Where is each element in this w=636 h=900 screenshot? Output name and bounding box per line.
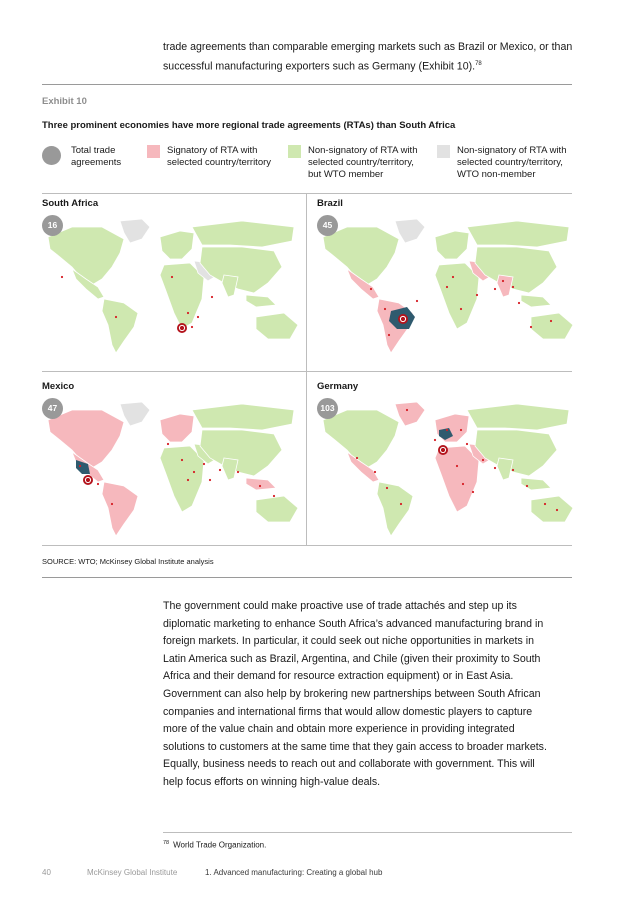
footer-chapter: 1. Advanced manufacturing: Creating a global hub [205, 868, 383, 877]
region-asia [200, 430, 282, 476]
region-india [222, 275, 238, 297]
selected-country-marker [177, 323, 187, 333]
panel-title-brazil: Brazil [317, 198, 343, 209]
exhibit-title: Three prominent economies have more regional trade agreements (RTAs) than South Africa [42, 120, 456, 131]
panel-brazil [317, 198, 577, 363]
small-territory-dot [406, 409, 408, 411]
small-territory-dot [167, 443, 169, 445]
footnote-text: World Trade Organization. [173, 840, 267, 850]
small-territory-dot [237, 471, 239, 473]
region-europe [435, 231, 469, 259]
legend-swatch-non-signatory-wto [288, 145, 301, 158]
world-map-south-africa [42, 217, 307, 357]
region-russia [467, 221, 569, 247]
small-territory-dot [356, 457, 358, 459]
region-southAmerica [377, 482, 413, 536]
small-territory-dot [472, 491, 474, 493]
region-southAmerica [102, 482, 138, 536]
small-territory-dot [476, 294, 478, 296]
intro-text: trade agreements than comparable emerging markets such as Brazil or Mexico, or than successful manufacturing exporters such as Germany (Exhibit 10). [163, 41, 573, 73]
small-territory-dot [512, 469, 514, 471]
small-territory-dot [416, 300, 418, 302]
small-territory-dot [203, 463, 205, 465]
region-northAmerica [323, 410, 399, 468]
small-territory-dot [171, 276, 173, 278]
legend-non-signatory-wto [288, 145, 423, 181]
maps-horizontal-divider [42, 371, 572, 372]
region-greenland [120, 219, 150, 243]
region-northAmerica [48, 227, 124, 285]
small-territory-dot [370, 288, 372, 290]
legend-label-non-member: Non-signatory of RTA with selected country/territory, WTO non-member [457, 145, 567, 180]
region-australia [256, 313, 298, 339]
region-africa [435, 263, 479, 329]
region-europe [435, 414, 469, 442]
count-badge-germany: 103 [317, 398, 338, 419]
intro-footnote-ref[interactable]: 78 [475, 61, 482, 67]
small-territory-dot [111, 503, 113, 505]
maps-top-divider [42, 193, 572, 194]
panel-title-south-africa: South Africa [42, 198, 99, 209]
small-territory-dot [466, 443, 468, 445]
small-territory-dot [446, 286, 448, 288]
small-territory-dot [259, 485, 261, 487]
small-territory-dot [434, 439, 436, 441]
region-india [497, 458, 513, 480]
world-map-brazil-svg [317, 217, 582, 357]
small-territory-dot [61, 276, 63, 278]
body-paragraph: The government could make proactive use of trade attachés and step up its diplomatic marketing to enhance South Africa’s advanced manufacturing brand in foreign markets. In particular, it could seek out niche opportunities in markets in Latin America such as Brazil, Argentina, and Chile (given their proximity to South Africa and their demand for resource extraction equipment) or in East Asia. Government can also help by brokering new partnerships between South African companies and international firms that would allow domestic players to capture more of the value chain and obtain more experience in providing integrated solutions to customers at the same time that they gain access to broader markets. Equally, business needs to reach out and collaborate with government. This will help focus efforts on winning high-value deals. [163, 600, 547, 788]
small-territory-dot [556, 509, 558, 511]
small-territory-dot [460, 429, 462, 431]
region-europe [160, 414, 194, 442]
small-territory-dot [193, 471, 195, 473]
region-greenland [395, 219, 425, 243]
footer-publisher: McKinsey Global Institute [87, 868, 178, 877]
small-territory-dot [187, 312, 189, 314]
small-territory-dot [374, 471, 376, 473]
small-territory-dot [460, 308, 462, 310]
region-australia [256, 496, 298, 522]
region-russia [467, 404, 569, 430]
region-russia [192, 404, 294, 430]
region-australia [531, 313, 573, 339]
world-map-germany-svg [317, 400, 582, 540]
region-seAsia [246, 295, 276, 307]
intro-paragraph [163, 39, 573, 76]
small-territory-dot [115, 316, 117, 318]
footnote [163, 840, 266, 850]
selected-country-marker [438, 445, 448, 455]
region-europe [160, 231, 194, 259]
region-seAsia [521, 295, 551, 307]
small-territory-dot [494, 288, 496, 290]
footnote-divider [163, 832, 572, 833]
small-territory-dot [191, 326, 193, 328]
small-territory-dot [209, 479, 211, 481]
legend-non-member [437, 145, 575, 181]
legend-label-total: Total trade agreements [71, 145, 122, 168]
region-asia [475, 247, 557, 293]
small-territory-dot [482, 459, 484, 461]
region-southAmerica [102, 299, 138, 353]
small-territory-dot [219, 469, 221, 471]
region-northAmerica [323, 227, 399, 285]
small-territory-dot [462, 483, 464, 485]
panel-title-mexico: Mexico [42, 381, 75, 392]
region-seAsia [246, 478, 276, 490]
legend-swatch-signatory [147, 145, 160, 158]
source-note: SOURCE: WTO; McKinsey Global Institute analysis [42, 557, 214, 566]
region-africa [435, 446, 479, 512]
legend-swatch-non-member [437, 145, 450, 158]
small-territory-dot [502, 280, 504, 282]
small-territory-dot [550, 320, 552, 322]
world-map-germany [317, 400, 582, 540]
region-seAsia [521, 478, 551, 490]
small-territory-dot [79, 465, 81, 467]
count-badge-mexico: 47 [42, 398, 63, 419]
page-number: 40 [42, 868, 51, 877]
small-territory-dot [400, 503, 402, 505]
small-territory-dot [97, 483, 99, 485]
region-russia [192, 221, 294, 247]
small-territory-dot [530, 326, 532, 328]
small-territory-dot [456, 465, 458, 467]
world-map-south-africa-svg [42, 217, 307, 357]
region-australia [531, 496, 573, 522]
small-territory-dot [518, 302, 520, 304]
small-territory-dot [494, 467, 496, 469]
region-india [497, 275, 513, 297]
small-territory-dot [526, 485, 528, 487]
top-divider [42, 84, 572, 85]
legend-label-non-signatory-wto: Non-signatory of RTA with selected country/territory, but WTO member [308, 145, 418, 180]
legend-label-signatory: Signatory of RTA with selected country/territory [167, 145, 272, 168]
region-greenland [120, 402, 150, 426]
selected-country-marker [398, 314, 408, 324]
small-territory-dot [388, 334, 390, 336]
region-asia [200, 247, 282, 293]
small-territory-dot [384, 308, 386, 310]
source-divider [42, 577, 572, 578]
region-africa [160, 446, 204, 512]
small-territory-dot [386, 487, 388, 489]
small-territory-dot [273, 495, 275, 497]
world-map-mexico [42, 400, 307, 540]
small-territory-dot [512, 286, 514, 288]
small-territory-dot [544, 503, 546, 505]
exhibit-label: Exhibit 10 [42, 96, 87, 107]
panel-mexico [42, 381, 302, 546]
count-badge-south-africa: 16 [42, 215, 63, 236]
selected-country-marker [83, 475, 93, 485]
small-territory-dot [197, 316, 199, 318]
world-map-mexico-svg [42, 400, 307, 540]
panel-germany [317, 381, 577, 546]
small-territory-dot [211, 296, 213, 298]
legend-total [42, 145, 137, 169]
small-territory-dot [446, 429, 448, 431]
region-greenland [395, 402, 425, 426]
small-territory-dot [187, 479, 189, 481]
panel-south-africa [42, 198, 302, 363]
small-territory-dot [181, 459, 183, 461]
region-northAmerica [48, 410, 124, 468]
region-asia [475, 430, 557, 476]
small-territory-dot [452, 276, 454, 278]
world-map-brazil [317, 217, 582, 357]
panel-title-germany: Germany [317, 381, 359, 392]
count-badge-brazil: 45 [317, 215, 338, 236]
legend-swatch-total [42, 146, 61, 165]
footnote-number: 78 [163, 840, 170, 846]
region-india [222, 458, 238, 480]
region-africa [160, 263, 204, 329]
legend-signatory [147, 145, 282, 169]
